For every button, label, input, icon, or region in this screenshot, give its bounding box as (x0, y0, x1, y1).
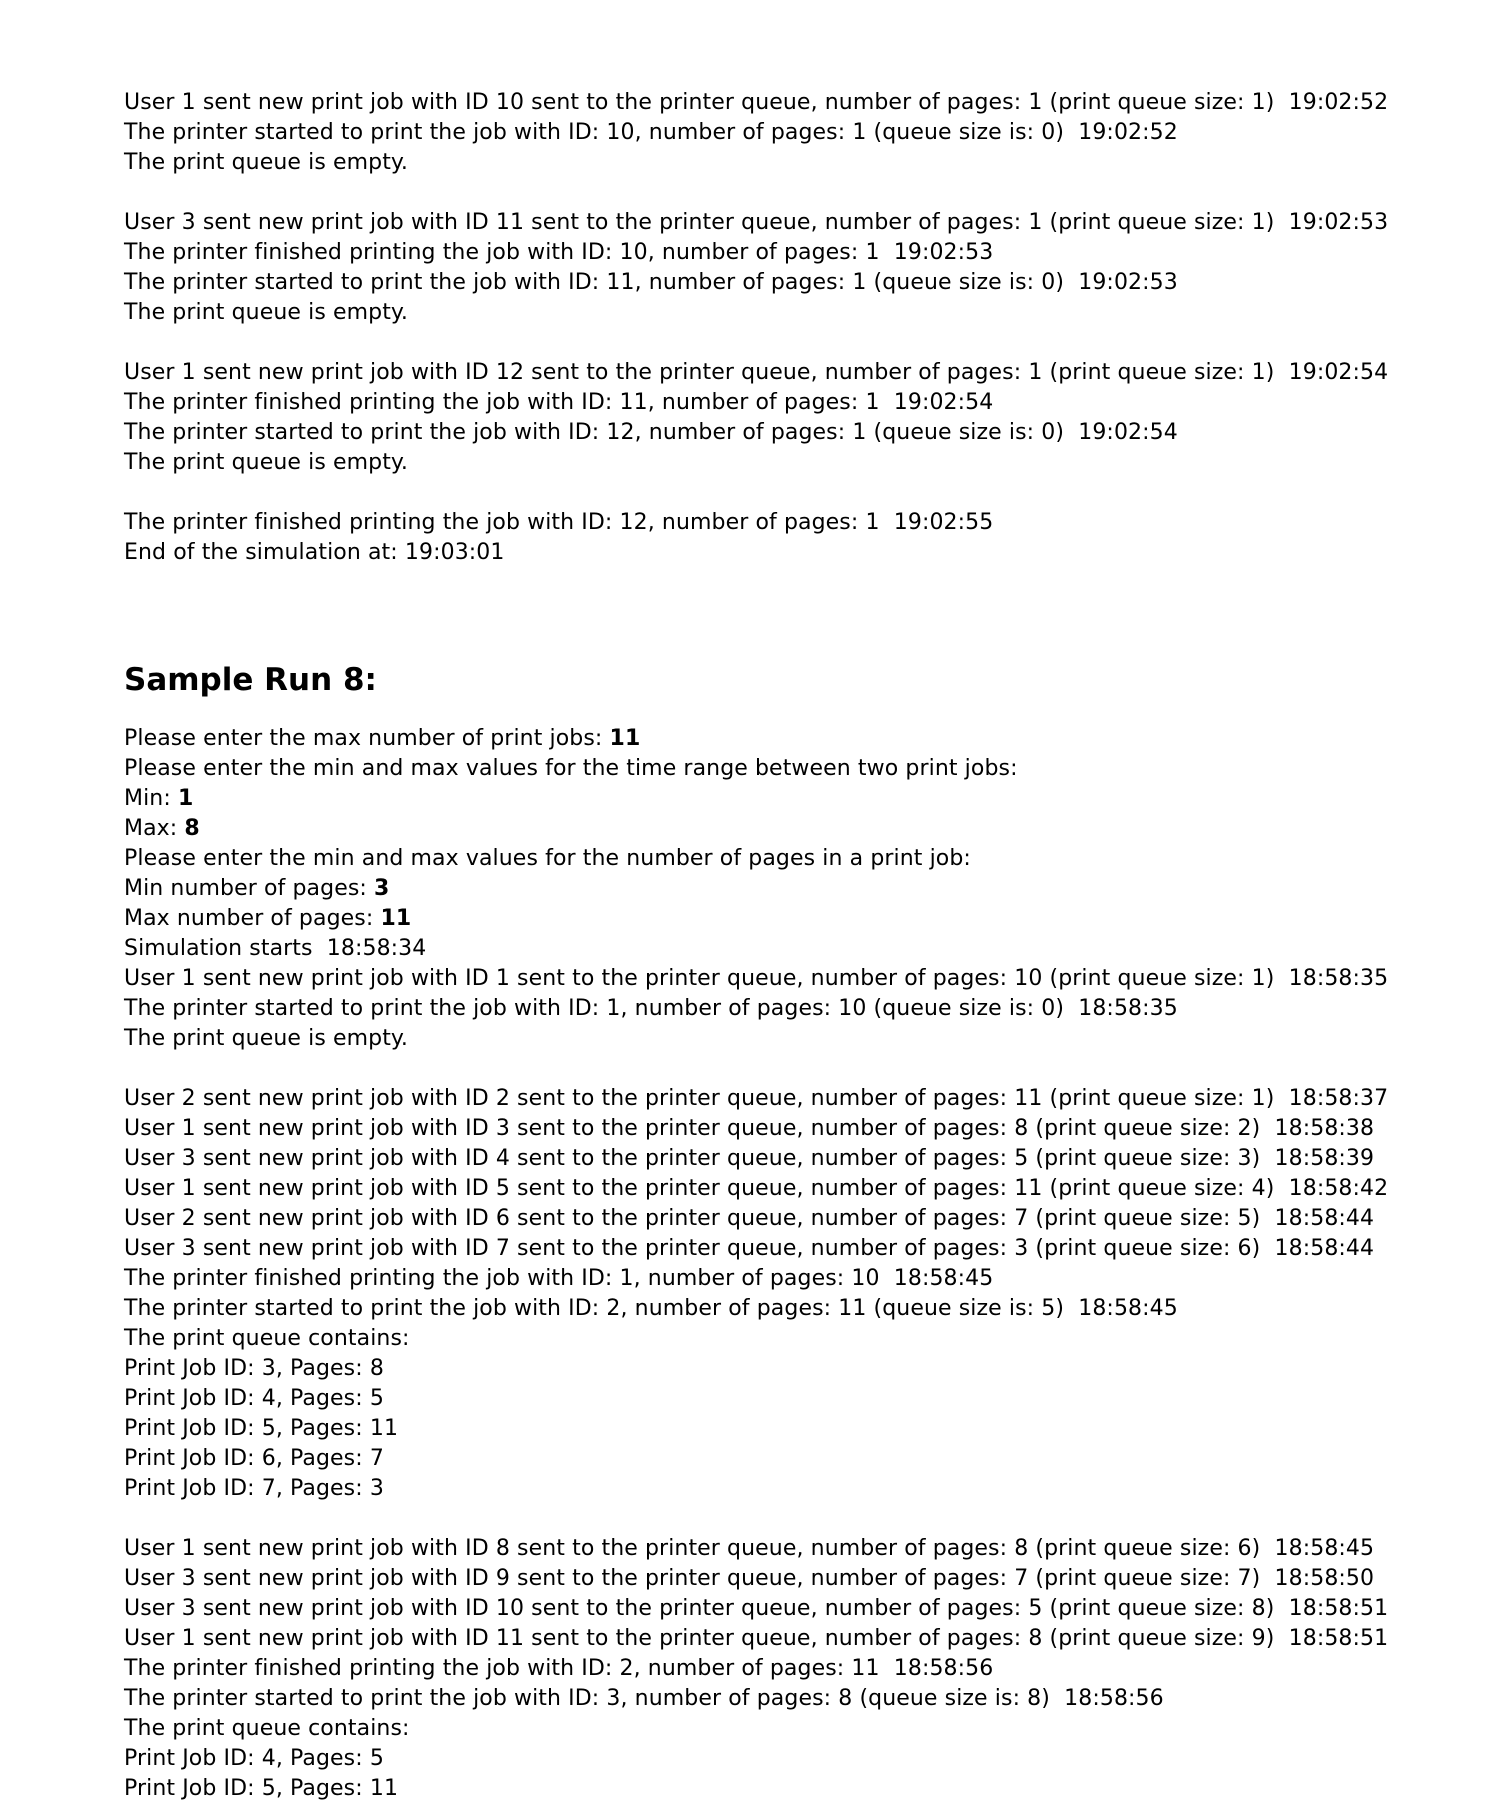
prompt-line (124, 904, 1484, 934)
prompt-line (124, 724, 1484, 754)
log-line: User 2 sent new print job with ID 6 sent to the printer queue, number of pages: 7 (print queue size: 5) 18:58:44 (124, 1206, 1375, 1231)
log-line: User 3 sent new print job with ID 11 sent to the printer queue, number of pages: 1 (print queue size: 1) 19:02:53 (124, 210, 1389, 235)
prompt-line: Please enter the min and max values for the time range between two print jobs: (124, 756, 1018, 781)
log-block (124, 88, 1484, 178)
prompt-line (124, 874, 1484, 904)
log-line: The printer started to print the job with ID: 2, number of pages: 11 (queue size is: 5) 18:58:45 (124, 1296, 1178, 1321)
log-line: User 1 sent new print job with ID 8 sent to the printer queue, number of pages: 8 (print queue size: 6) 18:58:45 (124, 1536, 1375, 1561)
spacer (124, 478, 1484, 508)
log-line: The print queue is empty. (124, 150, 409, 175)
sample-run-output (124, 724, 1484, 1804)
spacer (124, 328, 1484, 358)
log-block (124, 1534, 1484, 1804)
log-line: The printer started to print the job with ID: 12, number of pages: 1 (queue size is: 0) 19:02:54 (124, 420, 1178, 445)
log-line: The printer started to print the job with ID: 10, number of pages: 1 (queue size is: 0) 19:02:52 (124, 120, 1178, 145)
prompt-line (124, 814, 1484, 844)
prompt-label: Please enter the max number of print jobs: (124, 726, 610, 751)
prompt-label: Min number of pages: (124, 876, 374, 901)
log-line: The print queue contains: (124, 1326, 410, 1351)
user-input-value: 11 (609, 726, 641, 751)
prompt-line: Please enter the min and max values for the number of pages in a print job: (124, 846, 971, 871)
prompt-label: Min: (124, 786, 178, 811)
log-line: User 2 sent new print job with ID 2 sent to the printer queue, number of pages: 11 (print queue size: 1) 18:58:37 (124, 1086, 1389, 1111)
log-line: User 3 sent new print job with ID 7 sent to the printer queue, number of pages: 3 (print queue size: 6) 18:58:44 (124, 1236, 1375, 1261)
log-line: User 1 sent new print job with ID 12 sent to the printer queue, number of pages: 1 (print queue size: 1) 19:02:54 (124, 360, 1389, 385)
log-line: User 1 sent new print job with ID 11 sent to the printer queue, number of pages: 8 (print queue size: 9) 18:58:51 (124, 1626, 1389, 1651)
log-line: The printer started to print the job with ID: 1, number of pages: 10 (queue size is: 0) 18:58:35 (124, 996, 1178, 1021)
document-page (124, 88, 1484, 1804)
log-line: The printer finished printing the job with ID: 1, number of pages: 10 18:58:45 (124, 1266, 994, 1291)
queue-entry: Print Job ID: 5, Pages: 11 (124, 1416, 399, 1441)
user-input-value: 3 (374, 876, 390, 901)
user-input-value: 11 (380, 906, 412, 931)
log-line: The printer started to print the job with ID: 3, number of pages: 8 (queue size is: 8) 18:58:56 (124, 1686, 1164, 1711)
log-line: The print queue contains: (124, 1716, 410, 1741)
section-heading: Sample Run 8: (124, 662, 377, 698)
log-line: The printer started to print the job with ID: 11, number of pages: 1 (queue size is: 0) 19:02:53 (124, 270, 1178, 295)
queue-entry: Print Job ID: 5, Pages: 11 (124, 1776, 399, 1801)
user-input-value: 1 (177, 786, 194, 811)
queue-entry: Print Job ID: 6, Pages: 7 (124, 1446, 384, 1471)
queue-entry: Print Job ID: 4, Pages: 5 (124, 1746, 384, 1771)
log-line: User 3 sent new print job with ID 4 sent to the printer queue, number of pages: 5 (print queue size: 3) 18:58:39 (124, 1146, 1375, 1171)
log-line: The print queue is empty. (124, 1026, 409, 1051)
log-block (124, 508, 1484, 568)
log-line: User 1 sent new print job with ID 10 sent to the printer queue, number of pages: 1 (print queue size: 1) 19:02:52 (124, 90, 1389, 115)
log-line: User 3 sent new print job with ID 10 sent to the printer queue, number of pages: 5 (print queue size: 8) 18:58:51 (124, 1596, 1389, 1621)
log-line: User 1 sent new print job with ID 3 sent to the printer queue, number of pages: 8 (print queue size: 2) 18:58:38 (124, 1116, 1375, 1141)
log-block (124, 1084, 1484, 1504)
log-block (124, 934, 1484, 1054)
log-line: User 1 sent new print job with ID 5 sent to the printer queue, number of pages: 11 (print queue size: 4) 18:58:42 (124, 1176, 1389, 1201)
log-line: The printer finished printing the job with ID: 2, number of pages: 11 18:58:56 (124, 1656, 994, 1681)
log-line: User 1 sent new print job with ID 1 sent to the printer queue, number of pages: 10 (print queue size: 1) 18:58:35 (124, 966, 1389, 991)
previous-run-output (124, 88, 1484, 568)
log-line: Simulation starts 18:58:34 (124, 936, 427, 961)
log-line: The print queue is empty. (124, 450, 409, 475)
spacer (124, 568, 1484, 660)
log-line: The print queue is empty. (124, 300, 409, 325)
log-line: The printer finished printing the job with ID: 12, number of pages: 1 19:02:55 (124, 510, 994, 535)
log-line: The printer finished printing the job with ID: 11, number of pages: 1 19:02:54 (124, 390, 994, 415)
prompt-line (124, 784, 1484, 814)
spacer (124, 1054, 1484, 1084)
queue-entry: Print Job ID: 4, Pages: 5 (124, 1386, 384, 1411)
user-input-value: 8 (184, 816, 200, 841)
prompt-label: Max: (124, 816, 185, 841)
queue-entry: Print Job ID: 7, Pages: 3 (124, 1476, 384, 1501)
log-block (124, 358, 1484, 478)
log-line: User 3 sent new print job with ID 9 sent to the printer queue, number of pages: 7 (print queue size: 7) 18:58:50 (124, 1566, 1375, 1591)
queue-entry: Print Job ID: 3, Pages: 8 (124, 1356, 384, 1381)
spacer (124, 1504, 1484, 1534)
log-line: End of the simulation at: 19:03:01 (124, 540, 505, 565)
prompt-label: Max number of pages: (124, 906, 381, 931)
spacer (124, 178, 1484, 208)
log-line: The printer finished printing the job with ID: 10, number of pages: 1 19:02:53 (124, 240, 994, 265)
log-block (124, 208, 1484, 328)
